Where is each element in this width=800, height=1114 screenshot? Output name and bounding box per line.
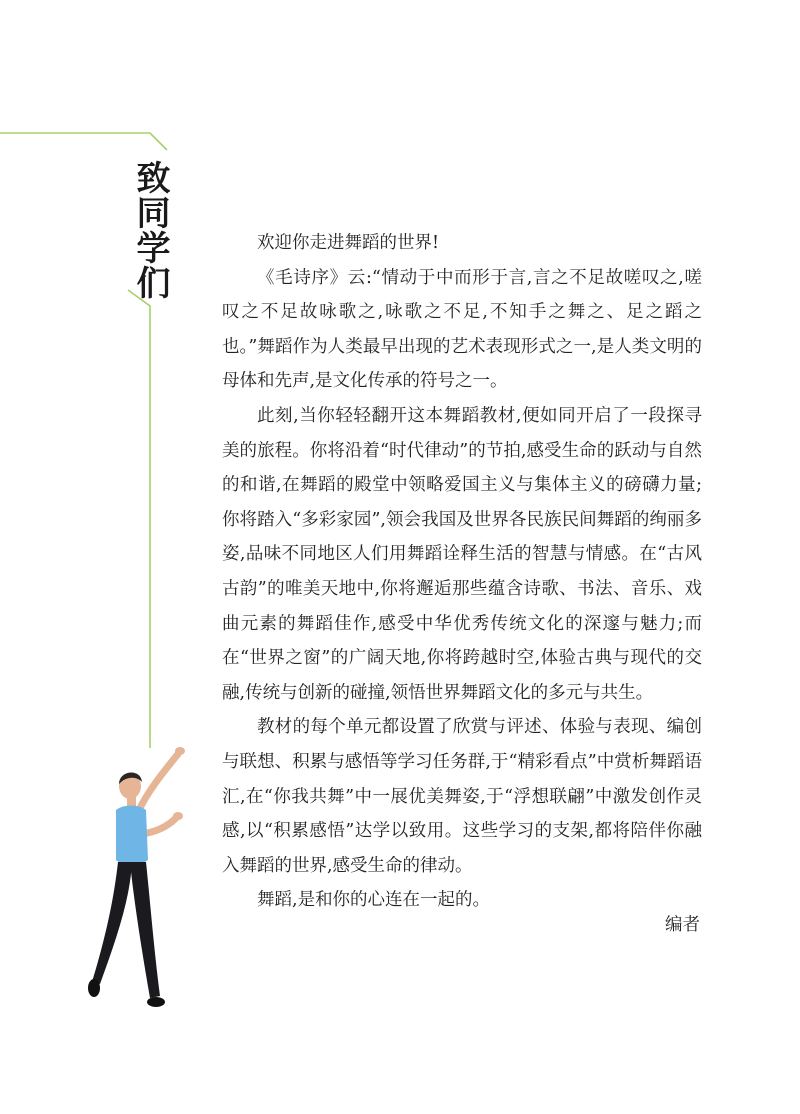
page-title: 致同学们 [130,160,170,300]
dancer-illustration [82,740,194,1010]
dancer-front-hand [173,812,183,820]
dancer-back-shoe [88,979,100,997]
paragraph-maoshixu: 《毛诗序》云:“情动于中而形于言,言之不足故嗟叹之,嗟叹之不足故咏歌之,咏歌之不足,不知手之舞之、足之蹈之也。”舞蹈作为人类最早出现的艺术表现形式之一,是人类文明的母体和先声,是文化传承的符号之一。 [222,267,702,392]
paragraph-welcome: 欢迎你走进舞蹈的世界! [257,233,440,253]
paragraph-closing: 舞蹈,是和你的心连在一起的。 [257,890,491,911]
dancer-top [116,806,148,865]
dancer-front-arm [142,818,176,834]
dancer-raised-arm [140,754,178,808]
side-accent-line [128,290,150,748]
paragraph-units: 教材的每个单元都设置了欣赏与评述、体验与表现、编创与联想、积累与感悟等学习任务群,于“精彩看点”中赏析舞蹈语汇,在“你我共舞”中一展优美舞姿,于“浮想联翩”中激发创作灵感,以“积累感悟”达学以致用。这些学习的支架,都将陪伴你融入舞蹈的世界,感受生命的律动。 [222,717,702,876]
dancer-front-shoe [147,997,165,1007]
paragraph-journey: 此刻,当你轻轻翻开这本舞蹈教材,便如同开启了一段探寻美的旅程。你将沿着“时代律动”的节拍,感受生命的跃动与自然的和谐,在舞蹈的殿堂中领略爱国主义与集体主义的磅礴力量;你将踏入“多彩家园”,领会我国及世界各民族民间舞蹈的绚丽多姿,品味不同地区人们用舞蹈诠释生活的智慧与情感。在“古风古韵”的唯美天地中,你将邂逅那些蕴含诗歌、书法、音乐、戏曲元素的舞蹈佳作,感受中华优秀传统文化的深邃与魅力;而在“世界之窗”的广阔天地,你将跨越时空,体验古典与现代的交融,传统与创新的碰撞,领悟世界舞蹈文化的多元与共生。 [222,405,702,703]
top-accent-line [0,133,167,150]
letter-body [222,226,702,918]
dancer-raised-hand [175,747,185,755]
dancer-back-leg [92,862,132,984]
signature: 编者 [665,915,700,935]
dancer-front-leg [130,862,160,998]
